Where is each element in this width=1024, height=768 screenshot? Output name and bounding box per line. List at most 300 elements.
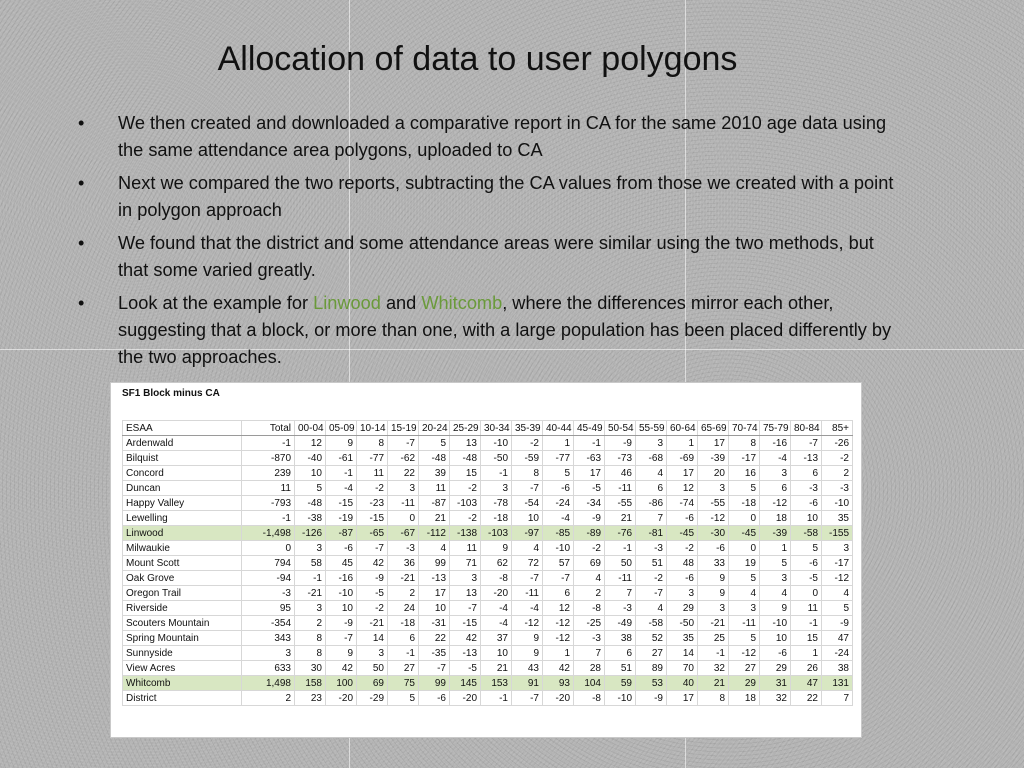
table-cell: -7 [512, 691, 543, 706]
bullet-list [78, 110, 908, 377]
table-cell: 38 [822, 661, 853, 676]
table-row [123, 466, 853, 481]
table-cell: 50 [357, 661, 388, 676]
table-cell: -12 [543, 616, 574, 631]
table-cell: -6 [791, 496, 822, 511]
table-cell: 3 [760, 466, 791, 481]
table-cell: -6 [326, 541, 357, 556]
table-cell: -50 [481, 451, 512, 466]
table-cell: 42 [450, 631, 481, 646]
table-cell: -74 [667, 496, 698, 511]
table-cell: -58 [636, 616, 667, 631]
table-cell: 51 [605, 661, 636, 676]
table-row [123, 676, 853, 691]
table-row [123, 586, 853, 601]
table-cell: -103 [450, 496, 481, 511]
table-cell: 5 [388, 691, 419, 706]
table-cell: 2 [574, 586, 605, 601]
table-cell: -7 [357, 541, 388, 556]
table-cell: 5 [729, 571, 760, 586]
row-label: Linwood [123, 526, 242, 541]
table-cell: 9 [760, 601, 791, 616]
column-header: 40-44 [543, 421, 574, 436]
table-cell: 2 [388, 586, 419, 601]
table-cell: 0 [729, 541, 760, 556]
table-row [123, 526, 853, 541]
table-cell: -1 [242, 436, 295, 451]
table-cell: -15 [450, 616, 481, 631]
table-cell: -15 [326, 496, 357, 511]
table-row [123, 616, 853, 631]
table-cell: -3 [242, 586, 295, 601]
table-cell: 18 [760, 511, 791, 526]
table-cell: -11 [605, 481, 636, 496]
table-cell: 50 [605, 556, 636, 571]
table-cell: -9 [822, 616, 853, 631]
table-cell: 1,498 [242, 676, 295, 691]
table-cell: -48 [295, 496, 326, 511]
table-cell: -8 [574, 601, 605, 616]
bullet-text: We found that the district and some attendance areas were similar using the two methods, but that some varied greatly. [118, 233, 874, 280]
table-cell: -126 [295, 526, 326, 541]
table-cell: -12 [729, 646, 760, 661]
table-cell: 75 [388, 676, 419, 691]
table-cell: -69 [667, 451, 698, 466]
row-label: Spring Mountain [123, 631, 242, 646]
table-cell: 11 [242, 481, 295, 496]
column-header: 05-09 [326, 421, 357, 436]
table-cell: -12 [512, 616, 543, 631]
table-cell: 0 [791, 586, 822, 601]
table-cell: -138 [450, 526, 481, 541]
row-label: Ardenwald [123, 436, 242, 451]
table-cell: 57 [543, 556, 574, 571]
bullet-marker: • [78, 173, 85, 193]
table-header-row [123, 421, 853, 436]
table-cell: 4 [760, 586, 791, 601]
table-cell: -39 [760, 526, 791, 541]
table-cell: 35 [822, 511, 853, 526]
table-cell: 35 [667, 631, 698, 646]
table-cell: -7 [512, 481, 543, 496]
table-cell: 42 [326, 661, 357, 676]
column-header: 35-39 [512, 421, 543, 436]
table-cell: 25 [698, 631, 729, 646]
row-label: Oak Grove [123, 571, 242, 586]
table-cell: 45 [326, 556, 357, 571]
table-cell: 51 [636, 556, 667, 571]
table-cell: 145 [450, 676, 481, 691]
table-cell: 99 [419, 676, 450, 691]
table-cell: -6 [760, 646, 791, 661]
column-header: 85+ [822, 421, 853, 436]
table-cell: -18 [729, 496, 760, 511]
column-header-esaa: ESAA [123, 421, 242, 436]
table-cell: -34 [574, 496, 605, 511]
table-cell: 22 [388, 466, 419, 481]
table-cell: -61 [326, 451, 357, 466]
slide-title: Allocation of data to user polygons [217, 40, 738, 78]
table-cell: 5 [791, 541, 822, 556]
bullet-text-part: and [380, 293, 422, 313]
column-header: 75-79 [760, 421, 791, 436]
table-row [123, 496, 853, 511]
column-header: 45-49 [574, 421, 605, 436]
table-cell: -10 [605, 691, 636, 706]
table-cell: -7 [450, 601, 481, 616]
column-header: 25-29 [450, 421, 481, 436]
table-cell: -49 [605, 616, 636, 631]
table-cell: -45 [667, 526, 698, 541]
table-cell: 89 [636, 661, 667, 676]
table-cell: 633 [242, 661, 295, 676]
table-cell: 48 [667, 556, 698, 571]
table-cell: 52 [636, 631, 667, 646]
table-cell: 1 [791, 646, 822, 661]
table-cell: 10 [512, 511, 543, 526]
table-cell: -11 [605, 571, 636, 586]
table-cell: 14 [667, 646, 698, 661]
table-cell: 10 [481, 646, 512, 661]
table-cell: -12 [760, 496, 791, 511]
table-cell: -40 [295, 451, 326, 466]
table-cell: -2 [822, 451, 853, 466]
table-cell: 29 [760, 661, 791, 676]
table-row [123, 481, 853, 496]
table-cell: 1 [543, 436, 574, 451]
table-cell: -4 [481, 601, 512, 616]
table-cell: -77 [543, 451, 574, 466]
table-cell: -11 [388, 496, 419, 511]
table-cell: 3 [636, 436, 667, 451]
column-header: 65-69 [698, 421, 729, 436]
table-cell: 21 [481, 661, 512, 676]
table-cell: 5 [729, 631, 760, 646]
table-cell: 24 [388, 601, 419, 616]
bullet-marker: • [78, 113, 85, 133]
table-cell: -3 [791, 481, 822, 496]
table-cell: -2 [512, 436, 543, 451]
table-cell: -59 [512, 451, 543, 466]
table-cell: 6 [636, 481, 667, 496]
data-table [122, 420, 853, 706]
table-cell: 40 [667, 676, 698, 691]
table-cell: 70 [667, 661, 698, 676]
row-label: District [123, 691, 242, 706]
table-cell: 11 [450, 541, 481, 556]
table-cell: 22 [791, 691, 822, 706]
table-cell: 53 [636, 676, 667, 691]
table-cell: -20 [543, 691, 574, 706]
table-cell: 16 [729, 466, 760, 481]
table-cell: 5 [822, 601, 853, 616]
table-cell: 69 [357, 676, 388, 691]
column-header: 30-34 [481, 421, 512, 436]
table-cell: -5 [357, 586, 388, 601]
table-cell: 9 [481, 541, 512, 556]
table-cell: 15 [791, 631, 822, 646]
row-label: Sunnyside [123, 646, 242, 661]
table-cell: -19 [326, 511, 357, 526]
table-cell: -6 [791, 556, 822, 571]
table-cell: 47 [822, 631, 853, 646]
table-cell: -2 [357, 481, 388, 496]
table-cell: 20 [698, 466, 729, 481]
table-cell: -21 [388, 571, 419, 586]
table-cell: 32 [760, 691, 791, 706]
table-cell: -48 [419, 451, 450, 466]
table-cell: -17 [729, 451, 760, 466]
table-cell: 3 [450, 571, 481, 586]
table-cell: 8 [698, 691, 729, 706]
bullet-text-part: , where the differences mirror each other, suggesting that a block, or more than one, with a large population has been placed differently by the two approaches. [118, 293, 892, 367]
table-cell: -20 [481, 586, 512, 601]
table-cell: 8 [295, 646, 326, 661]
blank-row [122, 402, 852, 420]
table-cell: -7 [512, 571, 543, 586]
table-title: SF1 Block minus CA [122, 388, 220, 399]
table-cell: -3 [605, 601, 636, 616]
table-cell: -21 [357, 616, 388, 631]
table-cell: -5 [450, 661, 481, 676]
table-cell: -7 [388, 436, 419, 451]
table-cell: 91 [512, 676, 543, 691]
table-cell: -48 [450, 451, 481, 466]
table-cell: -4 [326, 481, 357, 496]
table-cell: 0 [242, 541, 295, 556]
table-cell: 17 [667, 466, 698, 481]
table-cell: -2 [636, 571, 667, 586]
table-cell: 239 [242, 466, 295, 481]
table-cell: -85 [543, 526, 574, 541]
column-header: 00-04 [295, 421, 326, 436]
table-cell: 29 [667, 601, 698, 616]
table-cell: -58 [791, 526, 822, 541]
table-cell: 9 [698, 586, 729, 601]
table-row [123, 631, 853, 646]
table-cell: -1,498 [242, 526, 295, 541]
column-header: 15-19 [388, 421, 419, 436]
table-row [123, 571, 853, 586]
column-header: 50-54 [605, 421, 636, 436]
table-cell: 23 [295, 691, 326, 706]
table-cell: -13 [419, 571, 450, 586]
table-cell: -7 [791, 436, 822, 451]
table-cell: 13 [450, 586, 481, 601]
table-cell: -38 [295, 511, 326, 526]
table-cell: -55 [605, 496, 636, 511]
table-cell: -7 [326, 631, 357, 646]
table-cell: -26 [822, 436, 853, 451]
row-label: Mount Scott [123, 556, 242, 571]
table-cell: -54 [512, 496, 543, 511]
table-cell: -12 [543, 631, 574, 646]
table-cell: -2 [450, 511, 481, 526]
bullet-text: Next we compared the two reports, subtracting the CA values from those we created with a point in polygon approach [118, 173, 894, 220]
table-cell: 3 [698, 601, 729, 616]
table-cell: 6 [791, 466, 822, 481]
table-cell: 3 [295, 601, 326, 616]
table-cell: -12 [698, 511, 729, 526]
bullet-marker: • [78, 233, 85, 253]
table-cell: -103 [481, 526, 512, 541]
table-cell: -23 [357, 496, 388, 511]
table-cell: 10 [295, 466, 326, 481]
table-cell: 93 [543, 676, 574, 691]
table-cell: -87 [419, 496, 450, 511]
table-cell: -1 [481, 466, 512, 481]
table-cell: -4 [760, 451, 791, 466]
table-cell: 3 [729, 601, 760, 616]
table-cell: -18 [481, 511, 512, 526]
table-cell: 22 [419, 631, 450, 646]
table-cell: 8 [295, 631, 326, 646]
table-cell: 9 [326, 436, 357, 451]
table-cell: 13 [450, 436, 481, 451]
column-header: 60-64 [667, 421, 698, 436]
table-cell: -6 [698, 541, 729, 556]
table-cell: 36 [388, 556, 419, 571]
bullet-item [78, 230, 908, 284]
table-cell: 12 [295, 436, 326, 451]
table-cell: 6 [760, 481, 791, 496]
table-cell: 5 [543, 466, 574, 481]
table-cell: -65 [357, 526, 388, 541]
table-cell: -793 [242, 496, 295, 511]
table-cell: 4 [729, 586, 760, 601]
table-cell: -9 [605, 436, 636, 451]
table-cell: 27 [636, 646, 667, 661]
table-cell: 131 [822, 676, 853, 691]
table-cell: 12 [543, 601, 574, 616]
column-header: 10-14 [357, 421, 388, 436]
table-cell: 69 [574, 556, 605, 571]
table-cell: 9 [512, 646, 543, 661]
table-cell: 33 [698, 556, 729, 571]
table-cell: -9 [357, 571, 388, 586]
table-cell: -39 [698, 451, 729, 466]
highlight-whitcomb: Whitcomb [421, 293, 503, 313]
table-cell: -10 [822, 496, 853, 511]
table-cell: -4 [481, 616, 512, 631]
table-cell: 7 [822, 691, 853, 706]
table-cell: -16 [760, 436, 791, 451]
table-cell: 2 [295, 616, 326, 631]
table-cell: -76 [605, 526, 636, 541]
table-cell: -2 [357, 601, 388, 616]
table-cell: -20 [450, 691, 481, 706]
table-cell: -25 [574, 616, 605, 631]
table-cell: 11 [791, 601, 822, 616]
table-cell: -1 [574, 436, 605, 451]
table-cell: 95 [242, 601, 295, 616]
table-cell: 5 [419, 436, 450, 451]
table-cell: -21 [295, 586, 326, 601]
table-cell: 17 [574, 466, 605, 481]
table-cell: -112 [419, 526, 450, 541]
table-cell: 21 [605, 511, 636, 526]
table-cell: 0 [388, 511, 419, 526]
bullet-item [78, 290, 908, 371]
table-cell: 4 [419, 541, 450, 556]
row-label: Scouters Mountain [123, 616, 242, 631]
table-cell: 10 [326, 601, 357, 616]
row-label: Bilquist [123, 451, 242, 466]
table-cell: 28 [574, 661, 605, 676]
bullet-item [78, 170, 908, 224]
table-row [123, 451, 853, 466]
table-cell: 11 [357, 466, 388, 481]
column-header: 20-24 [419, 421, 450, 436]
table-cell: 42 [543, 661, 574, 676]
table-cell: -4 [512, 601, 543, 616]
bullet-item [78, 110, 908, 164]
table-cell: 38 [605, 631, 636, 646]
table-cell: 158 [295, 676, 326, 691]
table-cell: 59 [605, 676, 636, 691]
table-row [123, 436, 853, 451]
table-cell: -4 [543, 511, 574, 526]
table-cell: 3 [388, 481, 419, 496]
table-row [123, 601, 853, 616]
table-cell: -30 [698, 526, 729, 541]
table-cell: -6 [667, 571, 698, 586]
table-cell: -5 [791, 571, 822, 586]
table-row [123, 511, 853, 526]
table-cell: 4 [574, 571, 605, 586]
table-cell: -2 [667, 541, 698, 556]
table-cell: 343 [242, 631, 295, 646]
table-cell: -1 [326, 466, 357, 481]
table-cell: -87 [326, 526, 357, 541]
table-cell: 4 [512, 541, 543, 556]
table-cell: 1 [543, 646, 574, 661]
table-cell: 7 [605, 586, 636, 601]
table-cell: 42 [357, 556, 388, 571]
table-cell: 6 [605, 646, 636, 661]
table-cell: -12 [822, 571, 853, 586]
table-cell: -1 [481, 691, 512, 706]
row-label: Duncan [123, 481, 242, 496]
table-cell: -3 [822, 481, 853, 496]
table-cell: -17 [822, 556, 853, 571]
row-label: Whitcomb [123, 676, 242, 691]
bullet-text-part: Look at the example for [118, 293, 314, 313]
table-cell: -81 [636, 526, 667, 541]
table-cell: 4 [636, 466, 667, 481]
column-header: 55-59 [636, 421, 667, 436]
table-cell: -3 [388, 541, 419, 556]
table-row [123, 646, 853, 661]
table-cell: 10 [419, 601, 450, 616]
table-cell: 17 [698, 436, 729, 451]
table-cell: -1 [388, 646, 419, 661]
table-row [123, 556, 853, 571]
table-cell: -10 [543, 541, 574, 556]
table-cell: 10 [791, 511, 822, 526]
table-cell: -7 [543, 571, 574, 586]
table-cell: -1 [295, 571, 326, 586]
table-cell: -6 [419, 691, 450, 706]
table-cell: 26 [791, 661, 822, 676]
table-cell: 12 [667, 481, 698, 496]
table-cell: -6 [667, 511, 698, 526]
table-cell: -9 [326, 616, 357, 631]
table-cell: -55 [698, 496, 729, 511]
table-cell: 62 [481, 556, 512, 571]
table-cell: -1 [791, 616, 822, 631]
table-cell: 4 [636, 601, 667, 616]
